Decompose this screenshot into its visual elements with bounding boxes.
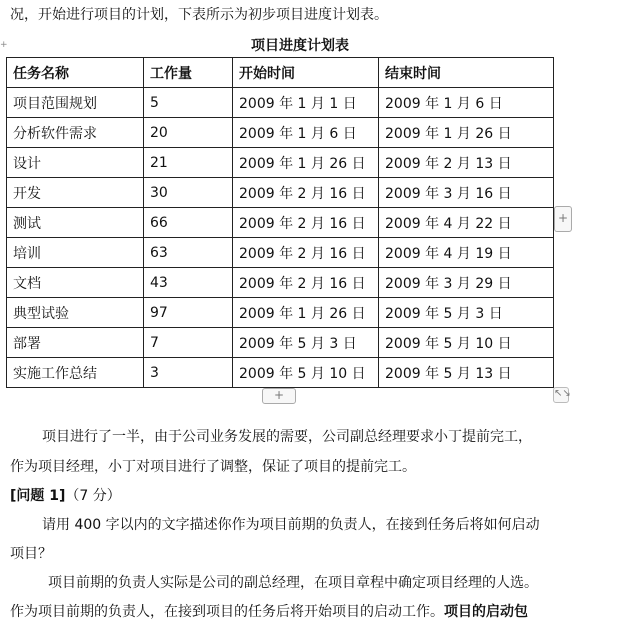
intro-line: 况，开始进行项目的计划，下表所示为初步项目进度计划表。 (10, 7, 388, 23)
header-task: 任务名称 (7, 58, 144, 88)
cell-task[interactable]: 部署 (7, 328, 144, 358)
cell-start[interactable]: 2009 年 2 月 16 日 (233, 178, 379, 208)
cell-end[interactable]: 2009 年 1 月 26 日 (379, 118, 554, 148)
cell-workload[interactable]: 43 (144, 268, 233, 298)
table-row (7, 328, 554, 358)
add-column-button[interactable]: + (554, 206, 572, 232)
cell-task[interactable]: 文档 (7, 268, 144, 298)
cell-end[interactable]: 2009 年 5 月 3 日 (379, 298, 554, 328)
answer-line-1: 项目前期的负责人实际是公司的副总经理，在项目章程中确定项目经理的人选。 (48, 575, 538, 591)
add-row-button[interactable]: + (262, 388, 296, 404)
table-caption: 项目进度计划表 (251, 38, 349, 54)
table-row (7, 208, 554, 238)
resize-handle-icon[interactable]: ↖↘ (553, 387, 569, 403)
cell-start[interactable]: 2009 年 1 月 1 日 (233, 88, 379, 118)
cell-start[interactable]: 2009 年 5 月 10 日 (233, 358, 379, 388)
table-row (7, 358, 554, 388)
table-row (7, 118, 554, 148)
header-end: 结束时间 (379, 58, 554, 88)
cell-task[interactable]: 培训 (7, 238, 144, 268)
table-row (7, 298, 554, 328)
question-heading (10, 485, 121, 505)
answer-line-2-bold: 项目的启动包 (444, 604, 528, 620)
cell-workload[interactable]: 66 (144, 208, 233, 238)
answer-line-2-text: 作为项目前期的负责人，在接到项目的任务后将开始项目的启动工作。 (10, 604, 444, 620)
header-start: 开始时间 (233, 58, 379, 88)
cell-task[interactable]: 项目范围规划 (7, 88, 144, 118)
header-workload: 工作量 (144, 58, 233, 88)
cell-workload[interactable]: 97 (144, 298, 233, 328)
cell-start[interactable]: 2009 年 2 月 16 日 (233, 238, 379, 268)
cell-workload[interactable]: 3 (144, 358, 233, 388)
cell-start[interactable]: 2009 年 1 月 6 日 (233, 118, 379, 148)
paragraph-1-line-1: 项目进行了一半，由于公司业务发展的需要，公司副总经理要求小丁提前完工， (42, 429, 532, 445)
table-row (7, 238, 554, 268)
cell-end[interactable]: 2009 年 3 月 16 日 (379, 178, 554, 208)
table-row (7, 268, 554, 298)
cell-end[interactable]: 2009 年 2 月 13 日 (379, 148, 554, 178)
cell-end[interactable]: 2009 年 1 月 6 日 (379, 88, 554, 118)
cell-workload[interactable]: 63 (144, 238, 233, 268)
table-row (7, 178, 554, 208)
cell-start[interactable]: 2009 年 2 月 16 日 (233, 208, 379, 238)
question-line-2: 项目？ (10, 546, 52, 562)
cell-task[interactable]: 测试 (7, 208, 144, 238)
table-row (7, 88, 554, 118)
cell-end[interactable]: 2009 年 3 月 29 日 (379, 268, 554, 298)
schedule-table (6, 57, 554, 388)
cell-end[interactable]: 2009 年 4 月 19 日 (379, 238, 554, 268)
cell-task[interactable]: 实施工作总结 (7, 358, 144, 388)
cell-end[interactable]: 2009 年 4 月 22 日 (379, 208, 554, 238)
cell-task[interactable]: 典型试验 (7, 298, 144, 328)
question-label: [问题 1] (10, 488, 66, 504)
cell-workload[interactable]: 21 (144, 148, 233, 178)
cell-task[interactable]: 分析软件需求 (7, 118, 144, 148)
paragraph-1-line-2: 作为项目经理，小丁对项目进行了调整，保证了项目的提前完工。 (10, 459, 416, 475)
cell-task[interactable]: 设计 (7, 148, 144, 178)
cell-workload[interactable]: 20 (144, 118, 233, 148)
cell-workload[interactable]: 7 (144, 328, 233, 358)
cell-start[interactable]: 2009 年 1 月 26 日 (233, 298, 379, 328)
cell-start[interactable]: 2009 年 1 月 26 日 (233, 148, 379, 178)
cell-task[interactable]: 开发 (7, 178, 144, 208)
table-header-row (7, 58, 554, 88)
cell-start[interactable]: 2009 年 2 月 16 日 (233, 268, 379, 298)
cell-workload[interactable]: 30 (144, 178, 233, 208)
edge-marker-icon: + (0, 40, 8, 50)
answer-line-2 (10, 601, 528, 621)
cell-workload[interactable]: 5 (144, 88, 233, 118)
cell-end[interactable]: 2009 年 5 月 13 日 (379, 358, 554, 388)
question-line-1: 请用 400 字以内的文字描述你作为项目前期的负责人，在接到任务后将如何启动 (42, 517, 540, 533)
table-row (7, 148, 554, 178)
cell-start[interactable]: 2009 年 5 月 3 日 (233, 328, 379, 358)
question-score: （7 分） (65, 488, 121, 504)
cell-end[interactable]: 2009 年 5 月 10 日 (379, 328, 554, 358)
